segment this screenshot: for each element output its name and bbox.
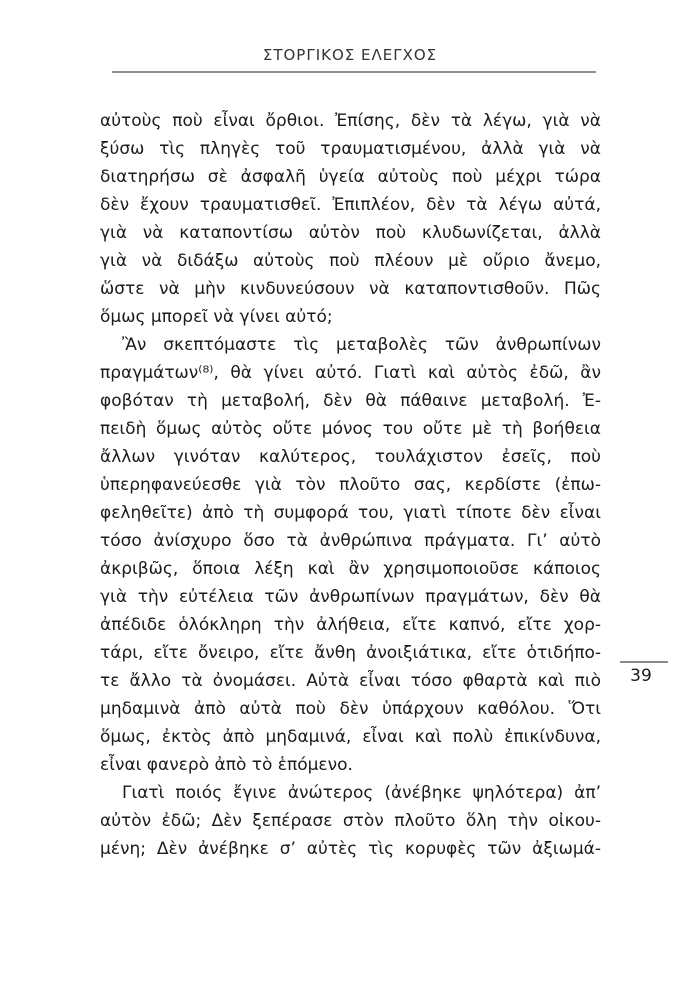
text-line: διατηρήσω σὲ ἀσφαλῆ ὑγεία αὐτοὺς ποὺ μέχρι τώρα (100, 167, 601, 187)
text-line: φοβόταν τὴ μεταβολή, δὲν θὰ πάθαινε μεταβολή. Ἐ- (100, 391, 601, 411)
text-line: τάρι, εἴτε ὄνειρο, εἴτε ἄνθη ἀνοιξιάτικα, εἴτε ὁτιδήπο- (100, 643, 601, 663)
text-line: ἀπέδιδε ὁλόκληρη τὴν ἀλήθεια, εἴτε καπνό, εἴτε χορ- (100, 615, 601, 635)
text-line: μηδαμινὰ ἀπὸ αὐτὰ ποὺ δὲν ὑπάρχουν καθόλου. Ὅτι (100, 699, 601, 719)
text-line: αὐτὸν ἐδῶ; Δὲν ξεπέρασε στὸν πλοῦτο ὅλη τὴν οἰκου- (100, 811, 601, 831)
text-line: ὅμως, ἐκτὸς ἀπὸ μηδαμινά, εἶναι καὶ πολὺ ἐπικίνδυνα, (100, 727, 601, 747)
paragraph (100, 331, 601, 779)
text-line: γιὰ νὰ καταποντίσω αὐτὸν ποὺ κλυδωνίζεται, ἀλλὰ (100, 223, 601, 243)
text-line: Ἂν σκεπτόμαστε τὶς μεταβολὲς τῶν ἀνθρωπίνων (122, 335, 601, 355)
text-block (100, 107, 601, 863)
text-line: τε ἄλλο τὰ ὀνομάσει. Αὐτὰ εἶναι τόσο φθαρτὰ καὶ πιὸ (100, 671, 601, 691)
text-line: εἶναι φανερὸ ἀπὸ τὸ ἑπόμενο. (100, 755, 353, 775)
page-number: 39 (630, 666, 652, 686)
text-line: γιὰ τὴν εὐτέλεια τῶν ἀνθρωπίνων πραγμάτων, δὲν θὰ (100, 587, 601, 607)
text-line: μένη; Δὲν ἀνέβηκε σ’ αὐτὲς τὶς κορυφὲς τῶν ἀξιωμά- (100, 839, 601, 859)
text-line: ὑπερηφανεύεσθε γιὰ τὸν πλοῦτο σας, κερδίστε (ἐπω- (100, 475, 601, 495)
text-line: αὐτοὺς ποὺ εἶναι ὄρθιοι. Ἐπίσης, δὲν τὰ λέγω, γιὰ νὰ (100, 111, 601, 131)
header-rule (112, 71, 596, 73)
text-line: ἀκριβῶς, ὅποια λέξη καὶ ἂν χρησιμοποιοῦσε κάποιος (100, 559, 601, 579)
text-line: ξύσω τὶς πληγὲς τοῦ τραυματισμένου, ἀλλὰ γιὰ νὰ (100, 139, 601, 159)
text-line: τόσο ἀνίσχυρο ὅσο τὰ ἀνθρώπινα πράγματα. Γι’ αὐτὸ (100, 531, 601, 551)
text-line: ἄλλων γινόταν καλύτερος, τουλάχιστον ἐσεῖς, ποὺ (100, 447, 601, 467)
running-head-title: ΣΤΟΡΓΙΚΟΣ ΕΛΕΓΧΟΣ (262, 46, 438, 64)
text-line: πραγμάτων⁽⁸⁾, θὰ γίνει αὐτό. Γιατὶ καὶ αὐτὸς ἐδῶ, ἂν (100, 363, 601, 383)
text-line: ὅμως μπορεῖ νὰ γίνει αὐτό; (100, 307, 333, 327)
page-number-rule (620, 661, 668, 663)
text-line: φεληθεῖτε) ἀπὸ τὴ συμφορά του, γιατὶ τίποτε δὲν εἶναι (100, 503, 601, 523)
paragraph (100, 107, 601, 331)
text-line: πειδὴ ὅμως αὐτὸς οὔτε μόνος του οὔτε μὲ τὴ βοήθεια (100, 419, 601, 439)
text-line: δὲν ἔχουν τραυματισθεῖ. Ἐπιπλέον, δὲν τὰ λέγω αὐτά, (100, 195, 601, 215)
text-line: γιὰ νὰ διδάξω αὐτοὺς ποὺ πλέουν μὲ οὔριο ἄνεμο, (100, 251, 601, 271)
text-line: ὥστε νὰ μὴν κινδυνεύσουν νὰ καταποντισθοῦν. Πῶς (100, 279, 601, 299)
paragraph (100, 779, 601, 863)
text-line: Γιατὶ ποιός ἔγινε ἀνώτερος (ἀνέβηκε ψηλότερα) ἀπ’ (122, 783, 601, 803)
